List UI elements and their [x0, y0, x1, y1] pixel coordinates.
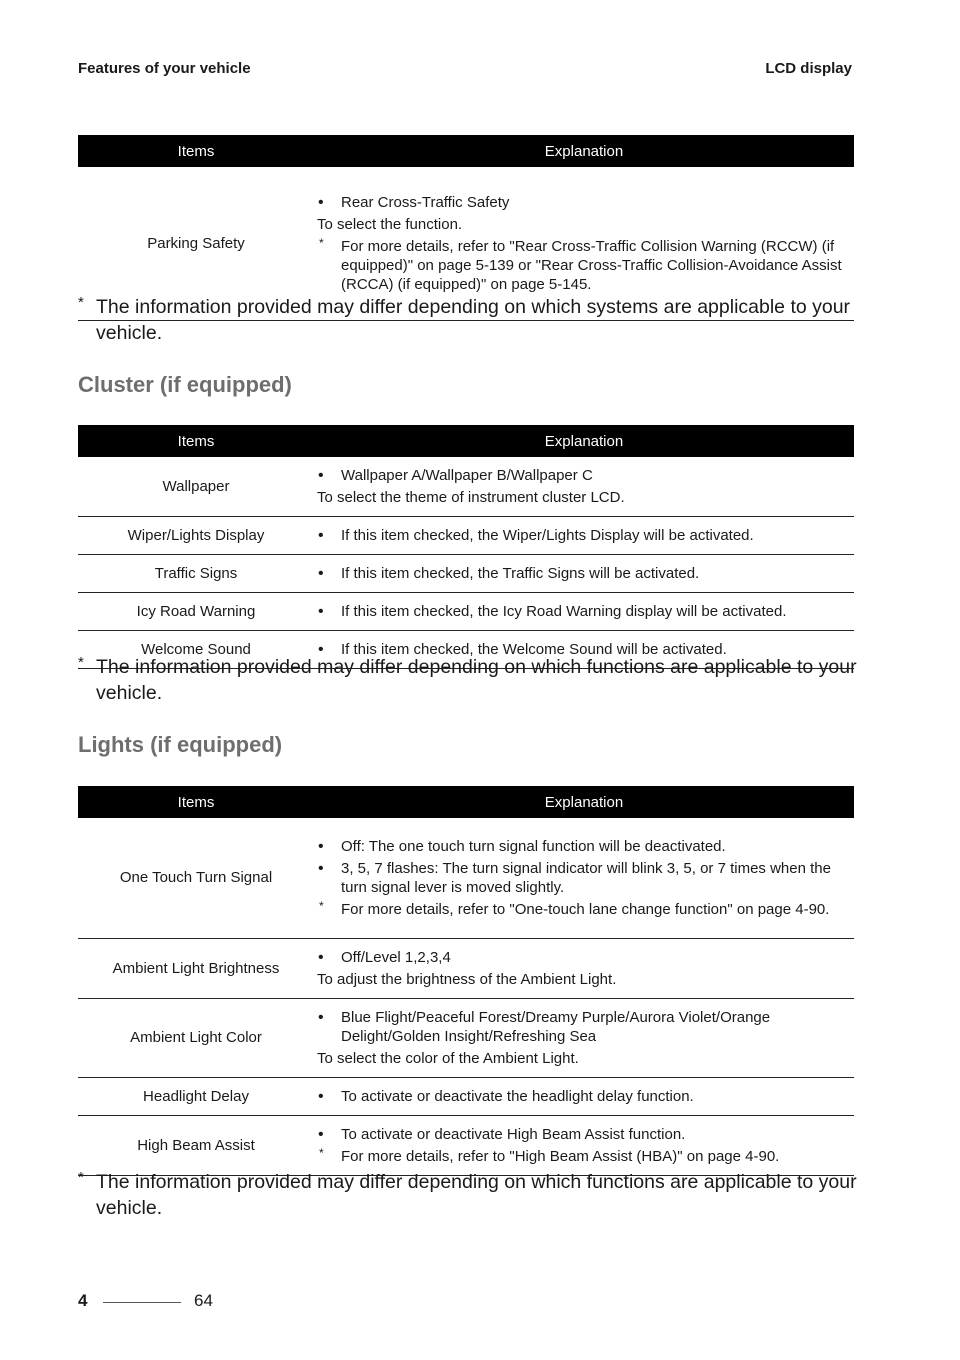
cluster-table — [78, 425, 854, 669]
table-row — [78, 818, 854, 938]
table-row — [78, 938, 854, 998]
row-explanation — [314, 593, 854, 631]
footer-divider — [103, 1302, 181, 1303]
row-explanation — [314, 457, 854, 517]
cluster-footnote: * The information provided may differ depending on which functions are applicable to your vehicle. — [78, 654, 858, 706]
bullet-text: • If this item checked, the Welcome Sound will be activated. — [317, 640, 846, 659]
table-header-row — [78, 425, 854, 457]
table-row — [78, 593, 854, 631]
bullet-text: • Wallpaper A/Wallpaper B/Wallpaper C — [317, 466, 846, 485]
lights-footnote: * The information provided may differ depending on which functions are applicable to your vehicle. — [78, 1169, 858, 1221]
row-item: Headlight Delay — [78, 1077, 314, 1115]
row-explanation — [314, 1115, 854, 1175]
page-number: 64 — [194, 1291, 213, 1310]
items-column-header: Items — [78, 135, 314, 167]
explanation-column-header: Explanation — [314, 135, 854, 167]
bullet-text: • 3, 5, 7 flashes: The turn signal indicator will blink 3, 5, or 7 times when the turn signal lever is moved slightly. — [317, 859, 846, 897]
row-explanation — [314, 555, 854, 593]
table-row — [78, 1115, 854, 1175]
bullet-text: • Rear Cross-Traffic Safety — [317, 193, 846, 212]
plain-text: To adjust the brightness of the Ambient Light. — [317, 970, 617, 988]
row-item: Wallpaper — [78, 457, 314, 517]
row-item: Ambient Light Color — [78, 998, 314, 1077]
row-explanation — [314, 517, 854, 555]
parking-footnote: * The information provided may differ depending on which systems are applicable to your vehicle. — [78, 294, 858, 346]
row-item: High Beam Assist — [78, 1115, 314, 1175]
table-row — [78, 998, 854, 1077]
bullet-text: • Off: The one touch turn signal function will be deactivated. — [317, 837, 846, 856]
note-text: * For more details, refer to "Rear Cross-Traffic Collision Warning (RCCW) (if equipped)" on page 5-139 or "Rear Cross-Traffic Collision-Avoidance Assist (RCCA) (if equipped)" on page 5-145. — [317, 237, 846, 294]
plain-text: To select the function. — [317, 215, 463, 233]
table-row — [78, 517, 854, 555]
lights-section-title: Lights (if equipped) — [78, 732, 283, 757]
bullet-text: • Blue Flight/Peaceful Forest/Dreamy Purple/Aurora Violet/Orange Delight/Golden Insight/Refreshing Sea — [317, 1008, 846, 1046]
row-item: Ambient Light Brightness — [78, 938, 314, 998]
bullet-text: • If this item checked, the Icy Road Warning display will be activated. — [317, 602, 846, 621]
table-row — [78, 1077, 854, 1115]
bullet-text: • To activate or deactivate the headlight delay function. — [317, 1087, 846, 1106]
row-item: Wiper/Lights Display — [78, 517, 314, 555]
table-header-row — [78, 786, 854, 818]
header-section-title: Features of your vehicle — [78, 60, 251, 77]
explanation-column-header: Explanation — [314, 786, 854, 818]
cluster-section-title: Cluster (if equipped) — [78, 372, 292, 397]
lights-table — [78, 786, 854, 1176]
row-item: Welcome Sound — [78, 631, 314, 669]
items-column-header: Items — [78, 425, 314, 457]
row-explanation — [314, 998, 854, 1077]
table-row — [78, 457, 854, 517]
parking-table — [78, 135, 854, 321]
row-explanation — [314, 1077, 854, 1115]
chapter-number: 4 — [78, 1291, 88, 1310]
note-text: * For more details, refer to "One-touch lane change function" on page 4-90. — [317, 900, 846, 919]
row-explanation — [314, 818, 854, 938]
note-text: * For more details, refer to "High Beam Assist (HBA)" on page 4-90. — [317, 1147, 846, 1166]
row-item: Parking Safety — [78, 167, 314, 320]
plain-text: To select the color of the Ambient Light. — [317, 1049, 579, 1067]
header-topic-title: LCD display — [765, 60, 852, 77]
bullet-text: • If this item checked, the Traffic Signs will be activated. — [317, 564, 846, 583]
bullet-text: • Off/Level 1,2,3,4 — [317, 948, 846, 967]
row-item: One Touch Turn Signal — [78, 818, 314, 938]
table-header-row — [78, 135, 854, 167]
table-row — [78, 555, 854, 593]
plain-text: To select the theme of instrument cluster LCD. — [317, 489, 625, 506]
row-explanation — [314, 938, 854, 998]
row-item: Traffic Signs — [78, 555, 314, 593]
explanation-column-header: Explanation — [314, 425, 854, 457]
bullet-text: • If this item checked, the Wiper/Lights Display will be activated. — [317, 526, 846, 545]
row-item: Icy Road Warning — [78, 593, 314, 631]
items-column-header: Items — [78, 786, 314, 818]
bullet-text: • To activate or deactivate High Beam Assist function. — [317, 1125, 846, 1144]
